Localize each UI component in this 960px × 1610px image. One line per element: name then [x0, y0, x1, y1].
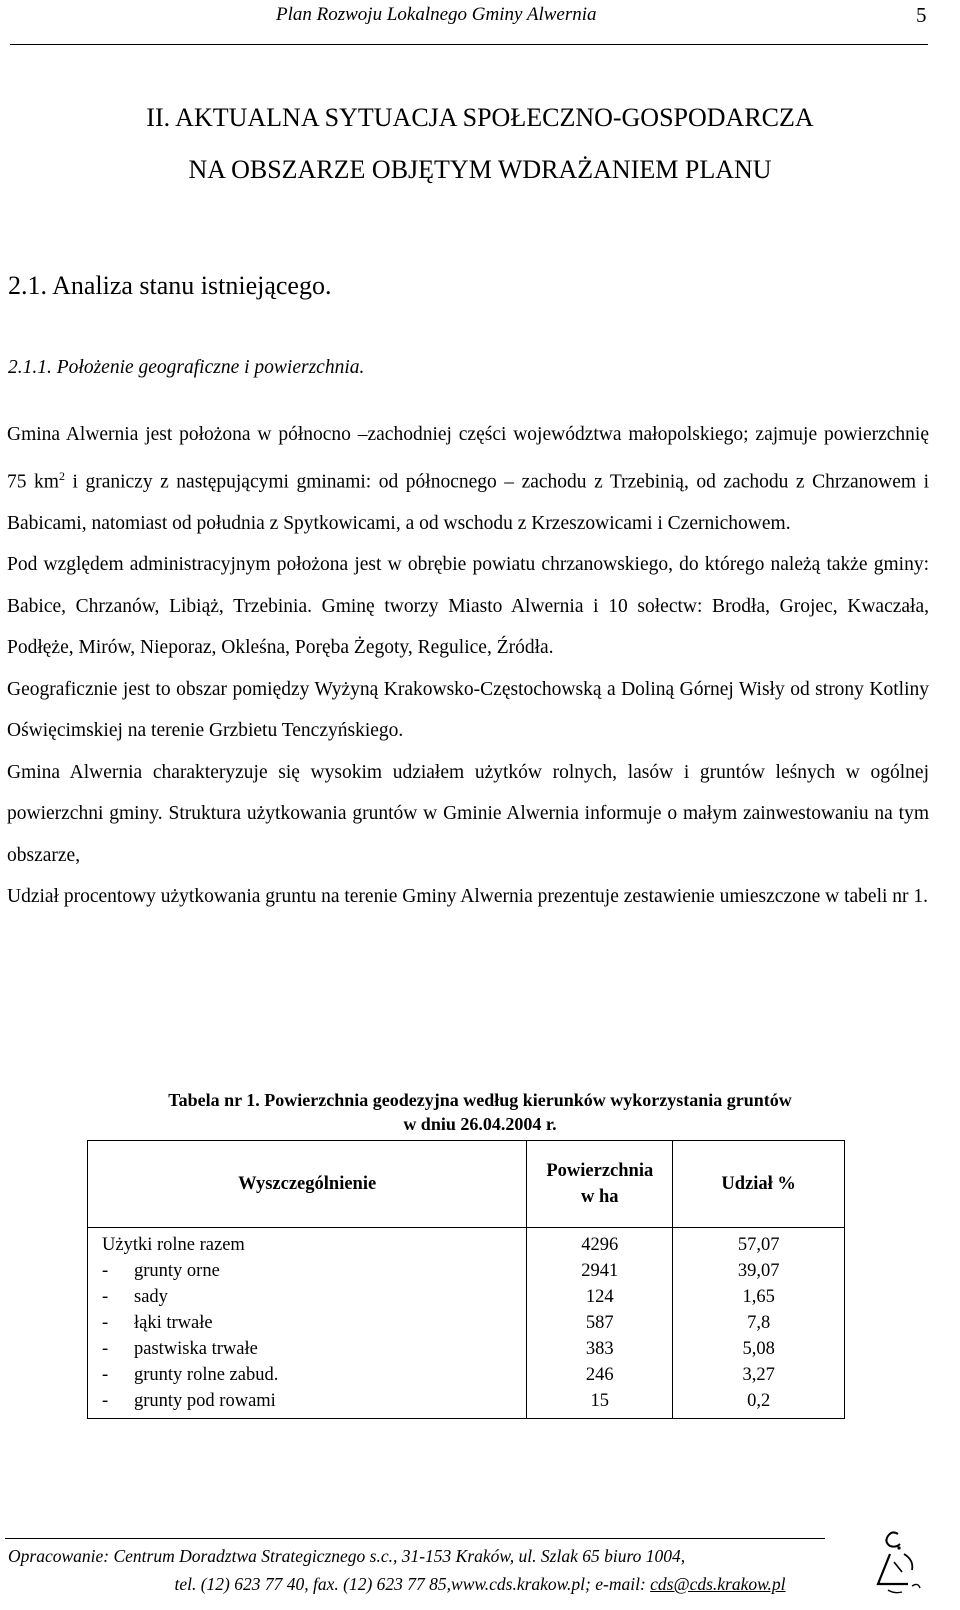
cds-logo-icon — [868, 1524, 948, 1602]
body-text — [7, 414, 929, 918]
table-header-row — [88, 1141, 845, 1228]
chapter-heading-line1: II. AKTUALNA SYTUACJA SPOŁECZNO-GOSPODARCZA — [146, 103, 814, 132]
row-dash: - — [102, 1312, 109, 1333]
row-area: 587 — [527, 1310, 673, 1336]
row-dash: - — [102, 1260, 109, 1281]
subsection-heading: 2.1.1. Położenie geograficzne i powierzchnia. — [8, 357, 365, 378]
table-row — [88, 1310, 845, 1336]
section-heading: 2.1. Analiza stanu istniejącego. — [8, 271, 332, 300]
footer-contact — [0, 1574, 960, 1595]
footer-divider — [5, 1538, 825, 1539]
row-area: 2941 — [527, 1258, 673, 1284]
row-label-text: grunty pod rowami — [134, 1390, 276, 1411]
header-area-line1: Powierzchnia — [546, 1161, 654, 1181]
row-label — [88, 1228, 527, 1259]
row-share: 57,07 — [673, 1228, 845, 1259]
table-caption-line1: Tabela nr 1. Powierzchnia geodezyjna według kierunków wykorzystania gruntów — [168, 1090, 792, 1110]
row-label-text: grunty orne — [134, 1260, 220, 1281]
table-row — [88, 1228, 845, 1259]
row-label-text: sady — [134, 1286, 168, 1307]
table-row — [88, 1336, 845, 1362]
table-row — [88, 1284, 845, 1310]
row-share: 39,07 — [673, 1258, 845, 1284]
paragraph-land-use: Gmina Alwernia charakteryzuje się wysokim udziałem użytków rolnych, lasów i gruntów leśnych w ogólnej powierzchni gminy. Struktura użytkowania gruntów w Gminie Alwernia informuje o małym zainwestowaniu na tym obszarze, — [7, 761, 929, 866]
footer-contact-text: tel. (12) 623 77 40, fax. (12) 623 77 85,www.cds.krakow.pl; e-mail: — [174, 1574, 651, 1594]
page-number: 5 — [916, 3, 927, 27]
paragraph-location — [7, 414, 929, 544]
header-area — [527, 1141, 673, 1228]
row-area: 246 — [527, 1362, 673, 1388]
footer-email-link[interactable]: cds@cds.krakow.pl — [650, 1574, 786, 1594]
table-caption — [0, 1088, 960, 1136]
page-header — [0, 0, 960, 38]
land-use-table — [87, 1140, 845, 1419]
row-label-text: pastwiska trwałe — [134, 1338, 258, 1359]
row-label-text: Użytki rolne razem — [102, 1234, 245, 1255]
row-dash: - — [102, 1364, 109, 1385]
row-share: 3,27 — [673, 1362, 845, 1388]
row-label — [88, 1362, 527, 1388]
header-area-line2: w ha — [581, 1187, 619, 1207]
header-divider — [10, 44, 928, 45]
paragraph-table-intro: Udział procentowy użytkowania gruntu na terenie Gminy Alwernia prezentuje zestawienie umieszczone w tabeli nr 1. — [7, 886, 929, 907]
header-share: Udział % — [673, 1141, 845, 1228]
row-area: 15 — [527, 1388, 673, 1419]
row-share: 5,08 — [673, 1336, 845, 1362]
chapter-heading — [0, 92, 960, 196]
row-dash: - — [102, 1390, 109, 1411]
row-label-text: grunty rolne zabud. — [134, 1364, 279, 1385]
running-header-title: Plan Rozwoju Lokalnego Gminy Alwernia — [276, 4, 597, 25]
row-label — [88, 1336, 527, 1362]
row-dash: - — [102, 1338, 109, 1359]
paragraph-geography: Geograficznie jest to obszar pomiędzy Wyżyną Krakowsko-Częstochowską a Doliną Górnej Wisły od strony Kotliny Oświęcimskiej na terenie Grzbietu Tenczyńskiego. — [7, 678, 929, 741]
row-label-text: łąki trwałe — [134, 1312, 213, 1333]
row-label — [88, 1388, 527, 1419]
row-label — [88, 1284, 527, 1310]
row-area: 124 — [527, 1284, 673, 1310]
row-area: 383 — [527, 1336, 673, 1362]
paragraph-location-part2: i graniczy z następującymi gminami: od północnego – zachodu z Trzebinią, od zachodu z Chrzanowem i Babicami, natomiast od południa z Spytkowicami, a od wschodu z Krzeszowicami i Czernichowem. — [7, 471, 930, 534]
row-label — [88, 1310, 527, 1336]
row-share: 7,8 — [673, 1310, 845, 1336]
table-row — [88, 1362, 845, 1388]
row-share: 0,2 — [673, 1388, 845, 1419]
row-share: 1,65 — [673, 1284, 845, 1310]
header-specification: Wyszczególnienie — [88, 1141, 527, 1228]
table-row — [88, 1258, 845, 1284]
paragraph-administration: Pod względem administracyjnym położona jest w obrębie powiatu chrzanowskiego, do którego należą także gminy: Babice, Chrzanów, Libiąż, Trzebinia. Gminę tworzy Miasto Alwernia i 10 sołectw: Brodła, Grojec, Kwaczała, Podłęże, Mirów, Nieporaz, Okleśna, Poręba Żegoty, Regulice, Źródła. — [7, 554, 929, 658]
chapter-heading-line2: NA OBSZARZE OBJĘTYM WDRAŻANIEM PLANU — [188, 155, 772, 184]
paragraph-location-part1: Gmina Alwernia jest położona w północno –zachodniej części województwa małopolskiego; zajmuje powierzchnię 75 km — [7, 424, 929, 492]
page-footer — [0, 1538, 960, 1610]
row-dash: - — [102, 1286, 109, 1307]
table-row — [88, 1388, 845, 1419]
row-area: 4296 — [527, 1228, 673, 1259]
footer-address: Opracowanie: Centrum Doradztwa Strategicznego s.c., 31-153 Kraków, ul. Szlak 65 biuro 1004, — [8, 1546, 686, 1566]
superscript-2: 2 — [58, 468, 65, 483]
table-caption-line2: w dniu 26.04.2004 r. — [403, 1114, 557, 1134]
row-label — [88, 1258, 527, 1284]
